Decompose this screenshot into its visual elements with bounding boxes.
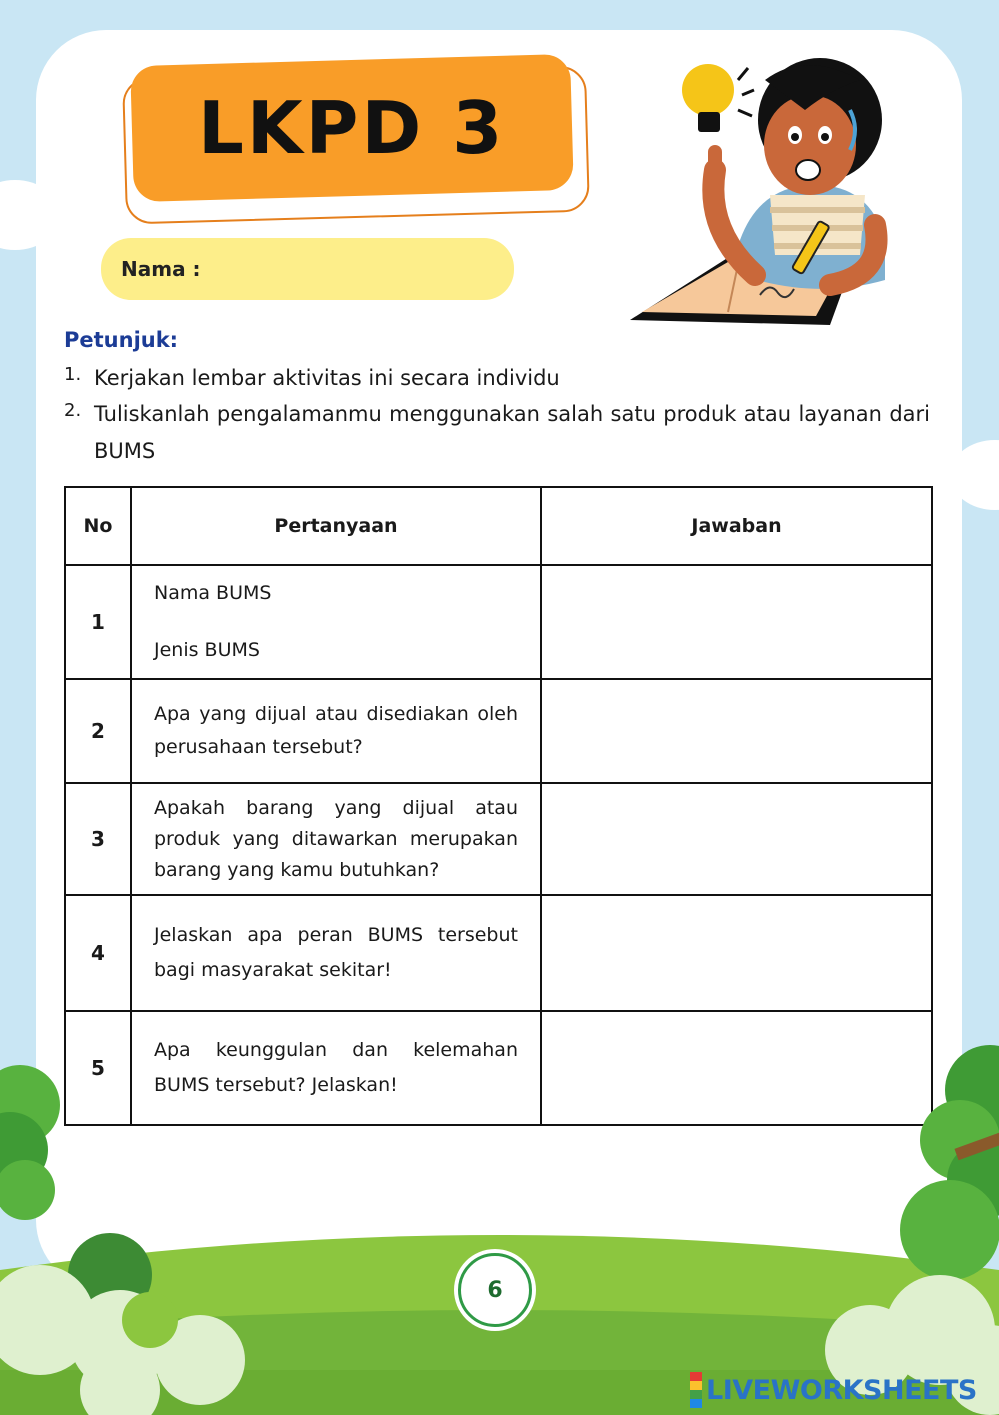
- watermark-text: LIVEWORKSHEETS: [706, 1374, 977, 1406]
- page-title: LKPD 3: [198, 86, 506, 170]
- row-number: 5: [65, 1011, 131, 1125]
- row-number: 4: [65, 895, 131, 1011]
- row-question: Jelaskan apa peran BUMS tersebut bagi masyarakat sekitar!: [131, 895, 541, 1011]
- header-answer: Jawaban: [541, 487, 932, 565]
- table-header-row: [65, 487, 932, 565]
- answer-cell[interactable]: [541, 895, 932, 1011]
- header-question: Pertanyaan: [131, 487, 541, 565]
- instruction-number: 2.: [64, 400, 82, 421]
- grass-scenery: [0, 1030, 999, 1415]
- student-idea-illustration: [620, 50, 920, 330]
- liveworksheets-logo-icon: [690, 1372, 702, 1408]
- finger-icon: [708, 145, 722, 180]
- page-number-badge: [458, 1253, 532, 1327]
- lightbulb-icon: [682, 64, 754, 132]
- table-row: [65, 565, 932, 679]
- instruction-item: [64, 360, 930, 397]
- question-line: Jenis BUMS: [154, 639, 260, 661]
- name-field[interactable]: [101, 238, 514, 300]
- title-banner: [130, 54, 574, 202]
- table-row: [65, 783, 932, 895]
- row-number: 1: [65, 565, 131, 679]
- page-number: 6: [487, 1277, 503, 1303]
- row-question: [131, 565, 541, 679]
- row-question: Apa yang dijual atau disediakan oleh perusahaan tersebut?: [131, 679, 541, 783]
- header-no: No: [65, 487, 131, 565]
- answer-cell[interactable]: [541, 679, 932, 783]
- answer-cell[interactable]: [541, 783, 932, 895]
- row-question: Apakah barang yang dijual atau produk yang ditawarkan merupakan barang yang kamu butuhkan?: [131, 783, 541, 895]
- instruction-text: Kerjakan lembar aktivitas ini secara individu: [94, 366, 560, 390]
- instructions-heading: Petunjuk:: [64, 328, 179, 352]
- instruction-number: 1.: [64, 364, 82, 385]
- instruction-text: Tuliskanlah pengalamanmu menggunakan salah satu produk atau layanan dari BUMS: [94, 402, 930, 463]
- instruction-item: [64, 396, 930, 470]
- question-line: Nama BUMS: [154, 582, 272, 604]
- table-row: [65, 895, 932, 1011]
- tree-left-icon: [0, 1065, 60, 1220]
- row-number: 2: [65, 679, 131, 783]
- name-label: Nama :: [121, 257, 201, 281]
- row-question: Apa keunggulan dan kelemahan BUMS tersebut? Jelaskan!: [131, 1011, 541, 1125]
- liveworksheets-logo: [690, 1372, 977, 1408]
- table-row: [65, 679, 932, 783]
- answer-cell[interactable]: [541, 565, 932, 679]
- row-number: 3: [65, 783, 131, 895]
